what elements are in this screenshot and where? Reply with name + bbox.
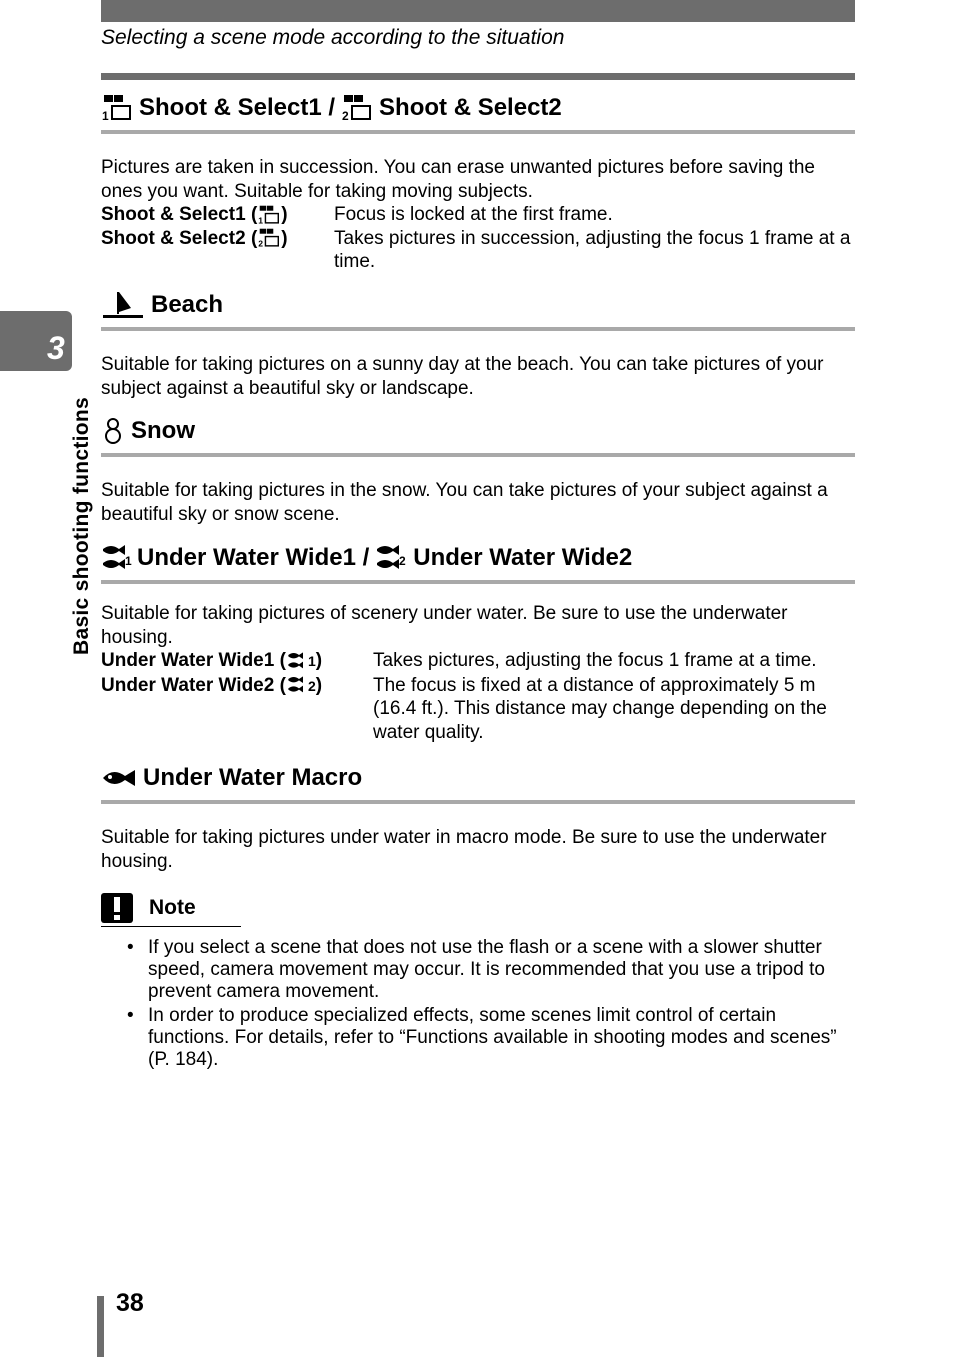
note-list — [101, 937, 855, 1073]
exclamation-icon — [101, 893, 133, 923]
definition-list — [101, 203, 855, 274]
svg-text:2: 2 — [258, 239, 264, 250]
section-snow — [101, 411, 855, 526]
paren-close: ) — [281, 204, 288, 225]
note-text: If you select a scene that does not use the flash or a scene with a slower shutter speed, camera movement may occur. It is recommended that you use a tripod to prevent camera movement. — [148, 937, 825, 1002]
section-heading — [101, 88, 855, 128]
bullet-marker: • — [127, 937, 134, 958]
paren-open: ( — [279, 650, 286, 671]
definition-desc: Takes pictures in succession, adjusting the focus 1 frame at a time. — [334, 227, 851, 272]
chapter-title: Basic shooting functions — [70, 396, 93, 655]
section-heading — [101, 538, 855, 578]
list-item — [101, 1005, 855, 1071]
section-rule — [101, 327, 855, 331]
svg-text:1: 1 — [125, 554, 132, 568]
section-title-b: Under Water Wide2 — [413, 544, 633, 571]
header-bar — [101, 0, 855, 22]
section-beach — [101, 285, 855, 400]
section-title: Beach — [151, 291, 224, 318]
section-title-a: Under Water Wide1 / — [137, 544, 370, 571]
definition-term — [101, 227, 334, 274]
section-shoot-select — [101, 88, 855, 274]
section-title-a: Shoot & Select1 / — [139, 94, 336, 121]
shoot-select2-icon — [341, 94, 373, 122]
note-heading — [101, 893, 196, 923]
term-text: Shoot & Select1 — [101, 204, 246, 225]
definition-row — [101, 203, 855, 227]
snowman-icon — [101, 417, 125, 445]
definition-row — [101, 649, 855, 674]
beach-icon — [101, 290, 145, 320]
section-body: Suitable for taking pictures under water in macro mode. Be sure to use the underwater housing. — [101, 827, 827, 872]
section-rule — [101, 453, 855, 457]
svg-text:1: 1 — [102, 109, 109, 123]
section-body: Pictures are taken in succession. You can erase unwanted pictures before saving the ones you want. Suitable for taking moving subjects. — [101, 157, 815, 202]
section-title: Snow — [131, 417, 195, 444]
paren-open: ( — [250, 227, 258, 249]
shoot-select1-icon — [101, 94, 133, 122]
shoot-select1-icon — [257, 205, 281, 225]
definition-row — [101, 674, 855, 745]
term-text: Under Water Wide1 — [101, 650, 275, 671]
note-text: In order to produce specialized effects, some scenes limit control of certain functions. For details, refer to “Functions available in shooting modes and scenes” (P. 184). — [148, 1005, 837, 1070]
term-text: Under Water Wide2 — [101, 674, 275, 696]
definition-row — [101, 227, 855, 274]
svg-text:1: 1 — [258, 215, 264, 226]
underwater-wide1-icon — [101, 543, 131, 573]
page-subtitle: Selecting a scene mode according to the situation — [101, 26, 565, 49]
section-underwater-wide — [101, 538, 855, 744]
section-rule — [101, 130, 855, 134]
definition-desc: The focus is fixed at a distance of approximately 5 m (16.4 ft.). This distance may change depending on the water quality. — [373, 674, 827, 743]
definition-desc: Focus is locked at the first frame. — [334, 204, 613, 225]
note-label: Note — [149, 896, 196, 919]
header-rule — [101, 73, 855, 80]
chapter-number: 3 — [47, 330, 65, 366]
shoot-select2-icon — [257, 228, 281, 248]
section-rule — [101, 800, 855, 804]
underwater-wide1-icon — [286, 651, 308, 671]
bullet-marker: • — [127, 1005, 134, 1026]
underwater-wide2-icon — [375, 543, 407, 573]
paren-close: ) — [315, 674, 323, 696]
mode-digit: 1 — [307, 653, 316, 669]
page-number: 38 — [116, 1289, 144, 1317]
underwater-macro-icon — [101, 766, 137, 790]
page-number-bar — [97, 1296, 104, 1357]
paren-open: ( — [279, 674, 286, 696]
definition-desc: Takes pictures, adjusting the focus 1 frame at a time. — [373, 650, 817, 671]
paren-close: ) — [281, 227, 288, 249]
section-body: Suitable for taking pictures in the snow. You can take pictures of your subject against a beautiful sky or snow scene. — [101, 480, 828, 525]
mode-digit: 2 — [307, 677, 316, 694]
definition-term — [101, 649, 373, 674]
section-rule — [101, 580, 855, 584]
paren-close: ) — [315, 650, 323, 671]
definition-list — [101, 649, 855, 744]
underwater-wide2-icon — [286, 675, 308, 695]
section-heading — [101, 758, 855, 798]
definition-term — [101, 674, 373, 745]
definition-term — [101, 203, 334, 227]
svg-text:2: 2 — [342, 109, 349, 123]
section-heading — [101, 411, 855, 451]
term-text: Shoot & Select2 — [101, 227, 246, 249]
section-heading — [101, 285, 855, 325]
section-title: Under Water Macro — [143, 764, 363, 791]
svg-text:2: 2 — [399, 554, 406, 568]
note-rule — [101, 926, 241, 927]
section-body: Suitable for taking pictures of scenery under water. Be sure to use the underwater housing. — [101, 603, 788, 648]
paren-open: ( — [250, 204, 258, 225]
list-item — [101, 937, 855, 1003]
section-underwater-macro — [101, 758, 855, 873]
section-body: Suitable for taking pictures on a sunny day at the beach. You can take pictures of your subject against a beautiful sky or landscape. — [101, 354, 824, 399]
section-title-b: Shoot & Select2 — [379, 94, 562, 121]
